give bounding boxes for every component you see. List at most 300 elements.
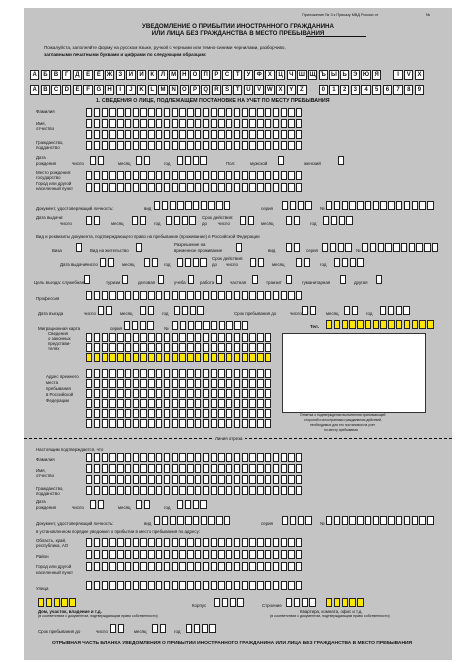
input-cell[interactable] [344, 306, 350, 315]
input-cell[interactable] [98, 306, 104, 315]
input-cell[interactable] [94, 108, 100, 117]
input-cell[interactable] [94, 343, 100, 352]
input-cell[interactable] [109, 409, 115, 418]
input-cell[interactable] [326, 320, 332, 329]
input-cell[interactable] [193, 258, 199, 267]
prev-address-cells-6[interactable] [86, 419, 271, 428]
input-cell[interactable] [273, 141, 279, 150]
input-cell[interactable] [125, 343, 131, 352]
tear-stay-month[interactable] [152, 624, 166, 633]
input-cell[interactable] [218, 464, 224, 473]
phone-cells[interactable] [326, 320, 434, 329]
input-cell[interactable] [226, 183, 232, 192]
input-cell[interactable] [187, 171, 193, 180]
input-cell[interactable] [249, 379, 255, 388]
input-cell[interactable] [342, 201, 348, 210]
input-cell[interactable] [102, 333, 108, 342]
input-cell[interactable] [396, 201, 402, 210]
input-cell[interactable] [179, 119, 185, 128]
input-cell[interactable] [203, 419, 209, 428]
input-cell[interactable] [242, 475, 248, 484]
input-cell[interactable] [218, 171, 224, 180]
input-cell[interactable] [133, 389, 139, 398]
input-cell[interactable] [133, 183, 139, 192]
input-cell[interactable] [109, 343, 115, 352]
input-cell[interactable] [242, 333, 248, 342]
valid-day[interactable] [240, 216, 254, 225]
input-cell[interactable] [281, 475, 287, 484]
input-cell[interactable] [218, 108, 224, 117]
input-cell[interactable] [94, 183, 100, 192]
input-cell[interactable] [296, 581, 302, 590]
issue-year[interactable] [166, 216, 196, 225]
input-cell[interactable] [195, 353, 201, 362]
birth-city-cells[interactable] [86, 183, 302, 192]
input-cell[interactable] [117, 171, 123, 180]
input-cell[interactable] [117, 333, 123, 342]
input-cell[interactable] [288, 291, 294, 300]
input-cell[interactable] [177, 258, 183, 267]
input-cell[interactable] [226, 475, 232, 484]
input-cell[interactable] [148, 399, 154, 408]
input-cell[interactable] [211, 464, 217, 473]
permit-valid-day[interactable] [250, 258, 264, 267]
input-cell[interactable] [218, 538, 224, 547]
input-cell[interactable] [234, 486, 240, 495]
input-cell[interactable] [257, 291, 263, 300]
input-cell[interactable] [187, 389, 193, 398]
input-cell[interactable] [203, 538, 209, 547]
input-cell[interactable] [334, 201, 340, 210]
input-cell[interactable] [288, 171, 294, 180]
input-cell[interactable] [195, 389, 201, 398]
input-cell[interactable] [125, 581, 131, 590]
input-cell[interactable] [195, 141, 201, 150]
dob-year[interactable] [177, 156, 207, 165]
input-cell[interactable] [419, 320, 425, 329]
input-cell[interactable] [156, 581, 162, 590]
input-cell[interactable] [211, 379, 217, 388]
input-cell[interactable] [179, 419, 185, 428]
input-cell[interactable] [86, 343, 92, 352]
input-cell[interactable] [94, 379, 100, 388]
input-cell[interactable] [94, 399, 100, 408]
input-cell[interactable] [125, 409, 131, 418]
input-cell[interactable] [234, 550, 240, 559]
input-cell[interactable] [109, 183, 115, 192]
input-cell[interactable] [188, 275, 194, 284]
input-cell[interactable] [122, 275, 128, 284]
input-cell[interactable] [242, 562, 248, 571]
input-cell[interactable] [211, 171, 217, 180]
input-cell[interactable] [216, 201, 222, 210]
input-cell[interactable] [86, 379, 92, 388]
input-cell[interactable] [211, 353, 217, 362]
name-cells-2[interactable] [86, 130, 302, 139]
input-cell[interactable] [140, 538, 146, 547]
input-cell[interactable] [218, 141, 224, 150]
input-cell[interactable] [94, 464, 100, 473]
input-cell[interactable] [273, 562, 279, 571]
input-cell[interactable] [164, 486, 170, 495]
input-cell[interactable] [144, 258, 150, 267]
input-cell[interactable] [427, 201, 433, 210]
tear-id-number-cells[interactable] [326, 516, 434, 525]
input-cell[interactable] [257, 399, 263, 408]
input-cell[interactable] [216, 516, 222, 525]
input-cell[interactable] [164, 581, 170, 590]
input-cell[interactable] [148, 464, 154, 473]
input-cell[interactable] [158, 275, 164, 284]
input-cell[interactable] [203, 464, 209, 473]
input-cell[interactable] [172, 453, 178, 462]
input-cell[interactable] [102, 291, 108, 300]
input-cell[interactable] [187, 562, 193, 571]
input-cell[interactable] [234, 389, 240, 398]
issue-day[interactable] [86, 216, 100, 225]
input-cell[interactable] [140, 306, 146, 315]
stay-month[interactable] [344, 306, 358, 315]
input-cell[interactable] [218, 550, 224, 559]
input-cell[interactable] [195, 409, 201, 418]
tear-dob-year[interactable] [177, 500, 207, 509]
input-cell[interactable] [211, 419, 217, 428]
input-cell[interactable] [203, 321, 209, 330]
input-cell[interactable] [195, 379, 201, 388]
input-cell[interactable] [156, 291, 162, 300]
input-cell[interactable] [195, 538, 201, 547]
input-cell[interactable] [133, 562, 139, 571]
input-cell[interactable] [156, 475, 162, 484]
input-cell[interactable] [234, 130, 240, 139]
input-cell[interactable] [125, 486, 131, 495]
purpose-humanitarian-box[interactable] [340, 275, 346, 284]
input-cell[interactable] [242, 141, 248, 150]
input-cell[interactable] [242, 389, 248, 398]
input-cell[interactable] [179, 399, 185, 408]
id-kind-cells[interactable] [154, 201, 230, 210]
input-cell[interactable] [136, 243, 142, 252]
input-cell[interactable] [140, 453, 146, 462]
city-cells[interactable] [86, 562, 302, 571]
input-cell[interactable] [234, 291, 240, 300]
input-cell[interactable] [296, 562, 302, 571]
input-cell[interactable] [148, 550, 154, 559]
input-cell[interactable] [197, 306, 203, 315]
input-cell[interactable] [226, 550, 232, 559]
input-cell[interactable] [211, 119, 217, 128]
input-cell[interactable] [288, 141, 294, 150]
input-cell[interactable] [249, 333, 255, 342]
legal-reps-cells-1[interactable] [86, 333, 271, 342]
input-cell[interactable] [86, 538, 92, 547]
input-cell[interactable] [140, 419, 146, 428]
input-cell[interactable] [133, 464, 139, 473]
input-cell[interactable] [187, 130, 193, 139]
input-cell[interactable] [38, 598, 44, 607]
input-cell[interactable] [218, 369, 224, 378]
input-cell[interactable] [203, 333, 209, 342]
input-cell[interactable] [432, 243, 438, 252]
input-cell[interactable] [133, 486, 139, 495]
input-cell[interactable] [302, 598, 308, 607]
input-cell[interactable] [257, 538, 263, 547]
input-cell[interactable] [242, 464, 248, 473]
input-cell[interactable] [234, 333, 240, 342]
input-cell[interactable] [140, 216, 146, 225]
input-cell[interactable] [326, 598, 332, 607]
input-cell[interactable] [349, 201, 355, 210]
input-cell[interactable] [94, 486, 100, 495]
input-cell[interactable] [218, 581, 224, 590]
input-cell[interactable] [242, 369, 248, 378]
input-cell[interactable] [226, 379, 232, 388]
prev-address-cells-1[interactable] [86, 369, 271, 378]
input-cell[interactable] [136, 500, 142, 509]
input-cell[interactable] [125, 291, 131, 300]
input-cell[interactable] [125, 475, 131, 484]
input-cell[interactable] [424, 243, 430, 252]
input-cell[interactable] [179, 183, 185, 192]
input-cell[interactable] [281, 119, 287, 128]
input-cell[interactable] [86, 141, 92, 150]
input-cell[interactable] [226, 119, 232, 128]
input-cell[interactable] [250, 258, 256, 267]
input-cell[interactable] [296, 475, 302, 484]
input-cell[interactable] [94, 171, 100, 180]
input-cell[interactable] [86, 475, 92, 484]
input-cell[interactable] [189, 216, 195, 225]
input-cell[interactable] [148, 389, 154, 398]
purpose-work-box[interactable] [216, 275, 222, 284]
input-cell[interactable] [265, 343, 271, 352]
input-cell[interactable] [234, 321, 240, 330]
input-cell[interactable] [288, 108, 294, 117]
input-cell[interactable] [117, 562, 123, 571]
input-cell[interactable] [211, 343, 217, 352]
input-cell[interactable] [195, 550, 201, 559]
input-cell[interactable] [195, 562, 201, 571]
input-cell[interactable] [102, 562, 108, 571]
input-cell[interactable] [90, 500, 96, 509]
input-cell[interactable] [172, 130, 178, 139]
input-cell[interactable] [296, 130, 302, 139]
input-cell[interactable] [265, 419, 271, 428]
input-cell[interactable] [140, 562, 146, 571]
input-cell[interactable] [249, 108, 255, 117]
input-cell[interactable] [203, 389, 209, 398]
input-cell[interactable] [148, 562, 154, 571]
input-cell[interactable] [265, 399, 271, 408]
input-cell[interactable] [86, 369, 92, 378]
input-cell[interactable] [125, 399, 131, 408]
input-cell[interactable] [249, 409, 255, 418]
input-cell[interactable] [152, 258, 158, 267]
input-cell[interactable] [164, 291, 170, 300]
input-cell[interactable] [288, 183, 294, 192]
input-cell[interactable] [86, 291, 92, 300]
input-cell[interactable] [296, 550, 302, 559]
input-cell[interactable] [257, 550, 263, 559]
input-cell[interactable] [412, 516, 418, 525]
input-cell[interactable] [156, 409, 162, 418]
input-cell[interactable] [125, 419, 131, 428]
input-cell[interactable] [373, 516, 379, 525]
input-cell[interactable] [296, 538, 302, 547]
input-cell[interactable] [211, 141, 217, 150]
input-cell[interactable] [172, 409, 178, 418]
input-cell[interactable] [349, 516, 355, 525]
input-cell[interactable] [117, 379, 123, 388]
input-cell[interactable] [234, 141, 240, 150]
input-cell[interactable] [187, 538, 193, 547]
visa-box[interactable] [76, 243, 82, 252]
input-cell[interactable] [273, 130, 279, 139]
input-cell[interactable] [350, 258, 356, 267]
input-cell[interactable] [203, 343, 209, 352]
input-cell[interactable] [195, 291, 201, 300]
input-cell[interactable] [124, 321, 130, 330]
input-cell[interactable] [249, 141, 255, 150]
input-cell[interactable] [193, 156, 199, 165]
input-cell[interactable] [427, 320, 433, 329]
input-cell[interactable] [195, 453, 201, 462]
prev-address-cells-3[interactable] [86, 389, 271, 398]
input-cell[interactable] [117, 486, 123, 495]
input-cell[interactable] [249, 343, 255, 352]
input-cell[interactable] [102, 108, 108, 117]
input-cell[interactable] [86, 562, 92, 571]
input-cell[interactable] [203, 130, 209, 139]
input-cell[interactable] [86, 486, 92, 495]
input-cell[interactable] [164, 562, 170, 571]
input-cell[interactable] [234, 379, 240, 388]
input-cell[interactable] [133, 353, 139, 362]
input-cell[interactable] [202, 624, 208, 633]
entry-year[interactable] [174, 306, 204, 315]
input-cell[interactable] [195, 171, 201, 180]
input-cell[interactable] [106, 306, 112, 315]
input-cell[interactable] [133, 130, 139, 139]
input-cell[interactable] [296, 108, 302, 117]
input-cell[interactable] [236, 243, 242, 252]
input-cell[interactable] [200, 500, 206, 509]
input-cell[interactable] [288, 130, 294, 139]
input-cell[interactable] [242, 321, 248, 330]
input-cell[interactable] [172, 333, 178, 342]
input-cell[interactable] [286, 243, 292, 252]
tear-id-kind-cells[interactable] [154, 516, 230, 525]
input-cell[interactable] [195, 475, 201, 484]
input-cell[interactable] [188, 321, 194, 330]
input-cell[interactable] [140, 171, 146, 180]
temp-permit-box[interactable] [236, 243, 242, 252]
input-cell[interactable] [330, 243, 336, 252]
input-cell[interactable] [94, 562, 100, 571]
permit-number-cells[interactable] [362, 243, 438, 252]
input-cell[interactable] [125, 389, 131, 398]
input-cell[interactable] [195, 464, 201, 473]
input-cell[interactable] [185, 516, 191, 525]
input-cell[interactable] [334, 516, 340, 525]
input-cell[interactable] [203, 171, 209, 180]
input-cell[interactable] [117, 183, 123, 192]
input-cell[interactable] [265, 550, 271, 559]
input-cell[interactable] [156, 353, 162, 362]
input-cell[interactable] [211, 369, 217, 378]
input-cell[interactable] [234, 369, 240, 378]
input-cell[interactable] [179, 130, 185, 139]
input-cell[interactable] [249, 399, 255, 408]
purpose-other-box[interactable] [376, 275, 382, 284]
prev-address-cells-5[interactable] [86, 409, 271, 418]
input-cell[interactable] [187, 475, 193, 484]
input-cell[interactable] [86, 419, 92, 428]
input-cell[interactable] [218, 353, 224, 362]
input-cell[interactable] [257, 389, 263, 398]
input-cell[interactable] [273, 108, 279, 117]
input-cell[interactable] [86, 108, 92, 117]
input-cell[interactable] [257, 464, 263, 473]
input-cell[interactable] [257, 353, 263, 362]
tear-dob-day[interactable] [90, 500, 104, 509]
input-cell[interactable] [186, 624, 192, 633]
input-cell[interactable] [286, 216, 292, 225]
input-cell[interactable] [326, 201, 332, 210]
input-cell[interactable] [234, 453, 240, 462]
input-cell[interactable] [249, 353, 255, 362]
input-cell[interactable] [298, 516, 304, 525]
input-cell[interactable] [265, 130, 271, 139]
input-cell[interactable] [133, 291, 139, 300]
input-cell[interactable] [164, 550, 170, 559]
input-cell[interactable] [179, 343, 185, 352]
input-cell[interactable] [109, 389, 115, 398]
input-cell[interactable] [419, 516, 425, 525]
input-cell[interactable] [140, 581, 146, 590]
input-cell[interactable] [249, 464, 255, 473]
input-cell[interactable] [242, 453, 248, 462]
input-cell[interactable] [94, 581, 100, 590]
input-cell[interactable] [273, 475, 279, 484]
input-cell[interactable] [265, 464, 271, 473]
input-cell[interactable] [109, 130, 115, 139]
input-cell[interactable] [342, 598, 348, 607]
input-cell[interactable] [125, 108, 131, 117]
input-cell[interactable] [182, 216, 188, 225]
input-cell[interactable] [125, 562, 131, 571]
input-cell[interactable] [265, 183, 271, 192]
input-cell[interactable] [156, 419, 162, 428]
input-cell[interactable] [179, 333, 185, 342]
input-cell[interactable] [257, 183, 263, 192]
input-cell[interactable] [109, 419, 115, 428]
input-cell[interactable] [148, 108, 154, 117]
input-cell[interactable] [190, 306, 196, 315]
input-cell[interactable] [133, 475, 139, 484]
input-cell[interactable] [203, 399, 209, 408]
input-cell[interactable] [179, 562, 185, 571]
input-cell[interactable] [357, 516, 363, 525]
input-cell[interactable] [412, 320, 418, 329]
input-cell[interactable] [187, 419, 193, 428]
input-cell[interactable] [86, 130, 92, 139]
input-cell[interactable] [164, 409, 170, 418]
sex-female-box[interactable] [338, 156, 344, 165]
input-cell[interactable] [234, 409, 240, 418]
input-cell[interactable] [404, 516, 410, 525]
tear-name-cells-2[interactable] [86, 475, 302, 484]
